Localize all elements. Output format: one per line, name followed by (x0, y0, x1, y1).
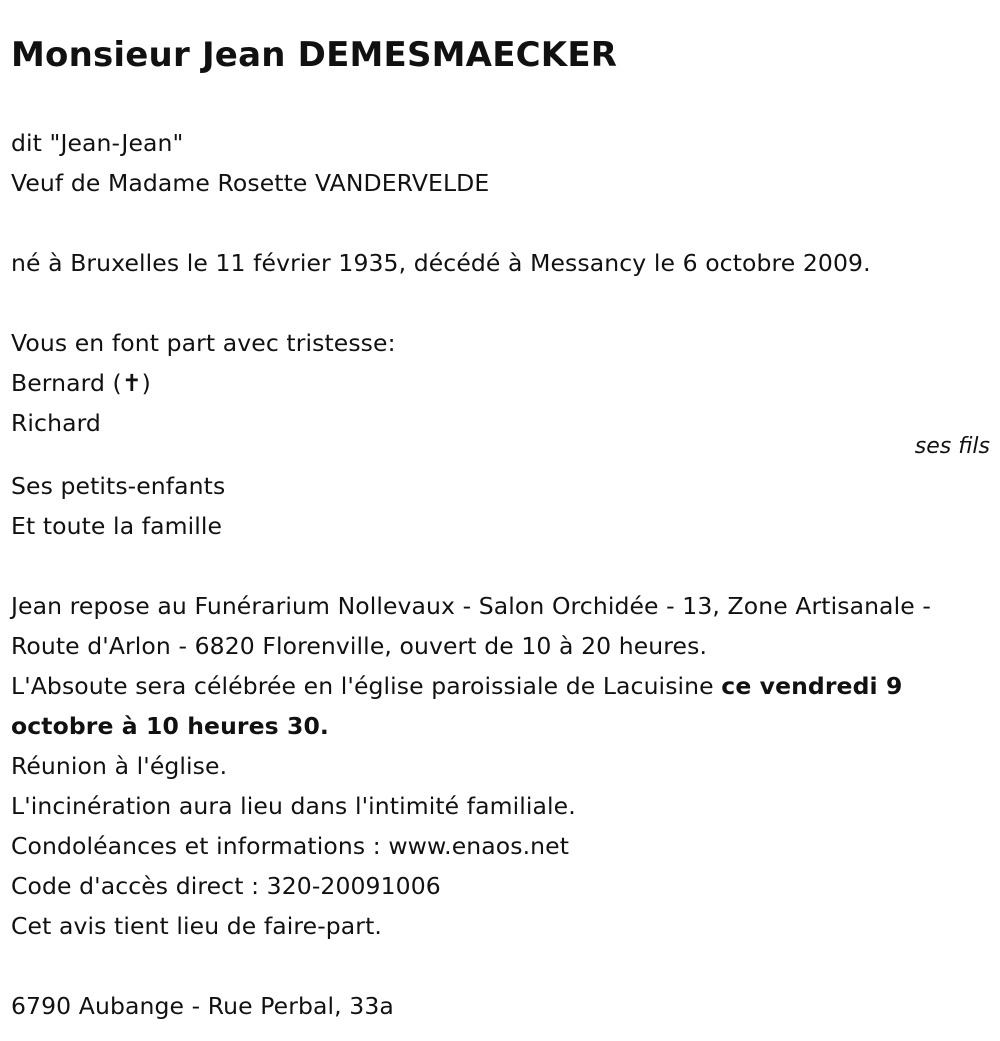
son-name: Richard (11, 409, 101, 437)
sons-label: ses fils (914, 434, 990, 459)
grandchildren-line: Ses petits-enfants (11, 472, 226, 500)
reunion-line: Réunion à l'église. (11, 752, 228, 780)
absoute-text: L'Absoute sera célébrée en l'église paroissiale de Lacuisine (11, 672, 722, 700)
announce-intro-line: Vous en font part avec tristesse: (11, 329, 396, 357)
absoute-paragraph (11, 666, 991, 746)
son-name: Bernard (✝) (11, 369, 151, 397)
incineration-line: L'incinération aura lieu dans l'intimité familiale. (11, 792, 576, 820)
absoute-date: ce vendredi 9 octobre à 10 heures 30. (11, 672, 903, 740)
family-line: Et toute la famille (11, 512, 223, 540)
widow-of-line: Veuf de Madame Rosette VANDERVELDE (11, 169, 490, 197)
address-line: 6790 Aubange - Rue Perbal, 33a (11, 992, 394, 1020)
access-code-line: Code d'accès direct : 320-20091006 (11, 872, 441, 900)
condolences-line: Condoléances et informations : www.enaos.net (11, 832, 570, 860)
faire-part-line: Cet avis tient lieu de faire-part. (11, 912, 382, 940)
deceased-name-title: Monsieur Jean DEMESMAECKER (11, 35, 618, 75)
nickname-line: dit "Jean-Jean" (11, 129, 184, 157)
repose-paragraph: Jean repose au Funérarium Nollevaux - Salon Orchidée - 13, Zone Artisanale - Route d'Arlon - 6820 Florenville, ouvert de 10 à 20 heures. (11, 592, 931, 660)
birth-death-line: né à Bruxelles le 11 février 1935, décédé à Messancy le 6 octobre 2009. (11, 249, 871, 277)
